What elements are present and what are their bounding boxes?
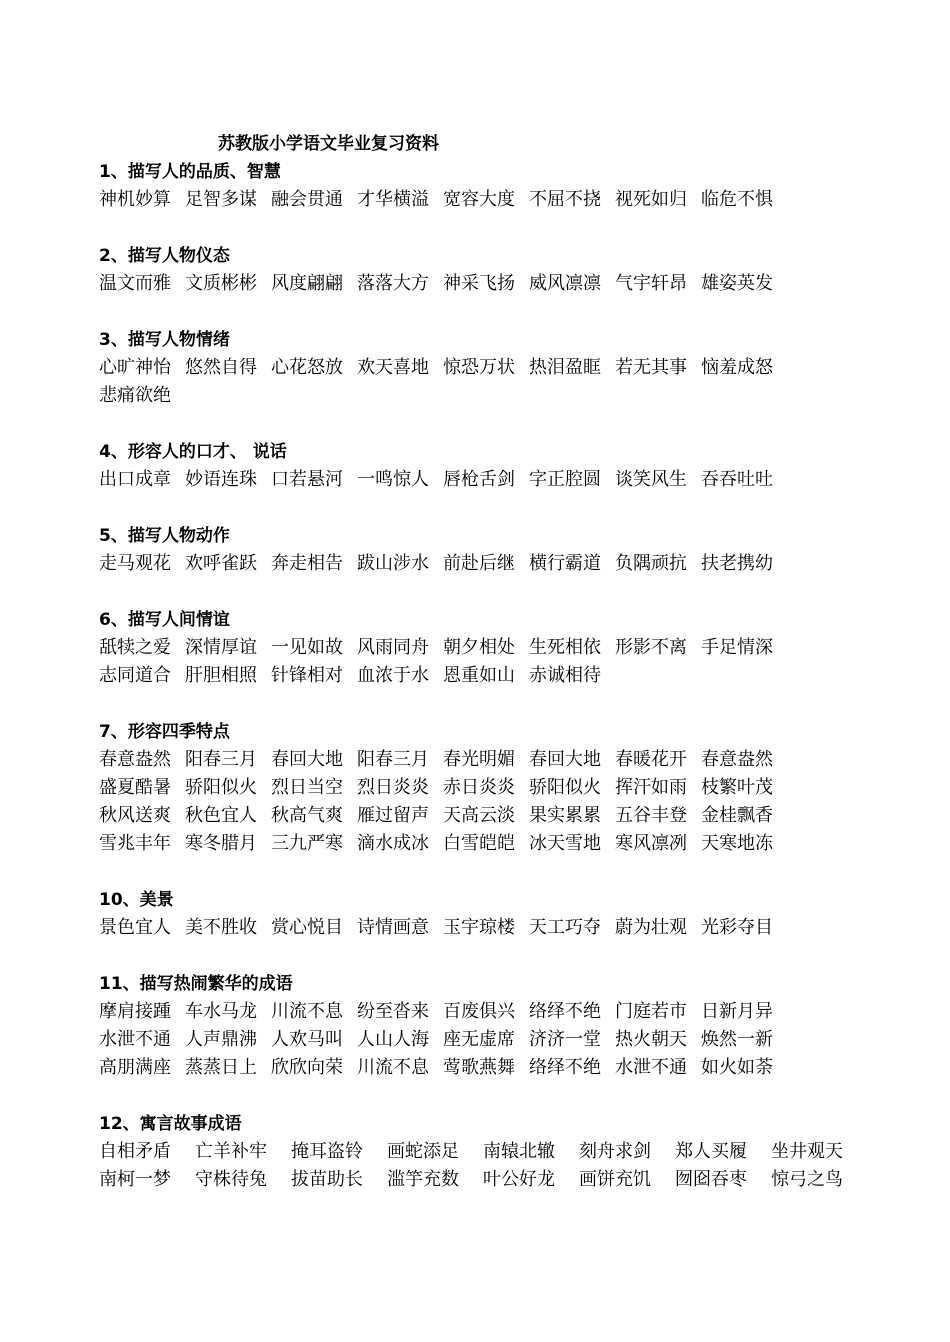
idiom-item: 负隅顽抗 (615, 553, 687, 574)
idiom-line (99, 270, 859, 298)
idiom-item: 赤诚相待 (529, 665, 601, 686)
idiom-line (99, 466, 859, 494)
section-heading: 6、描写人间情谊 (99, 610, 230, 630)
section (99, 1110, 859, 1194)
idiom-item: 春光明媚 (443, 749, 515, 770)
idiom-item: 跋山涉水 (357, 553, 429, 574)
idiom-item: 亡羊补牢 (195, 1141, 267, 1162)
section (99, 886, 859, 942)
idiom-item: 出口成章 (99, 469, 171, 490)
idiom-item: 济济一堂 (529, 1029, 601, 1050)
idiom-item: 前赴后继 (443, 553, 515, 574)
idiom-item: 川流不息 (271, 1001, 343, 1022)
idiom-item: 郑人买履 (675, 1141, 747, 1162)
idiom-item: 心旷神怡 (99, 357, 171, 378)
idiom-item: 景色宜人 (99, 917, 171, 938)
idiom-item: 春暖花开 (615, 749, 687, 770)
idiom-item: 蔚为壮观 (615, 917, 687, 938)
idiom-item: 南柯一梦 (99, 1169, 171, 1190)
idiom-item: 金桂飘香 (701, 805, 773, 826)
idiom-item: 叶公好龙 (483, 1169, 555, 1190)
idiom-item: 雁过留声 (357, 805, 429, 826)
idiom-item: 天工巧夺 (529, 917, 601, 938)
idiom-item: 诗情画意 (357, 917, 429, 938)
idiom-item: 囫囵吞枣 (675, 1169, 747, 1190)
idiom-item: 秋色宜人 (185, 805, 257, 826)
idiom-item: 悠然自得 (185, 357, 257, 378)
idiom-item: 五谷丰登 (615, 805, 687, 826)
idiom-item: 朝夕相处 (443, 637, 515, 658)
section (99, 242, 859, 298)
idiom-line (99, 1138, 859, 1166)
idiom-item: 日新月异 (701, 1001, 773, 1022)
idiom-line (99, 746, 859, 774)
section (99, 606, 859, 690)
idiom-item: 川流不息 (357, 1057, 429, 1078)
idiom-item: 烈日当空 (271, 777, 343, 798)
idiom-item: 不屈不挠 (529, 189, 601, 210)
idiom-item: 风雨同舟 (357, 637, 429, 658)
section (99, 970, 859, 1082)
idiom-item: 寒冬腊月 (185, 833, 257, 854)
idiom-item: 奔走相告 (271, 553, 343, 574)
idiom-item: 形影不离 (615, 637, 687, 658)
idiom-item: 滥竽充数 (387, 1169, 459, 1190)
idiom-item: 果实累累 (529, 805, 601, 826)
idiom-item: 骄阳似火 (185, 777, 257, 798)
idiom-item: 天高云淡 (443, 805, 515, 826)
idiom-item: 人山人海 (357, 1029, 429, 1050)
idiom-item: 融会贯通 (271, 189, 343, 210)
idiom-item: 寒风凛冽 (615, 833, 687, 854)
idiom-item: 挥汗如雨 (615, 777, 687, 798)
idiom-item: 恩重如山 (443, 665, 515, 686)
idiom-item: 一见如故 (271, 637, 343, 658)
idiom-line (99, 830, 859, 858)
idiom-item: 生死相依 (529, 637, 601, 658)
idiom-item: 才华横溢 (357, 189, 429, 210)
section-heading: 11、描写热闹繁华的成语 (99, 974, 293, 994)
idiom-item: 一鸣惊人 (357, 469, 429, 490)
idiom-item: 络绎不绝 (529, 1057, 601, 1078)
idiom-item: 人欢马叫 (271, 1029, 343, 1050)
idiom-item: 纷至沓来 (357, 1001, 429, 1022)
idiom-item: 温文而雅 (99, 273, 171, 294)
idiom-item: 烈日炎炎 (357, 777, 429, 798)
idiom-item: 人声鼎沸 (185, 1029, 257, 1050)
idiom-item: 百废俱兴 (443, 1001, 515, 1022)
idiom-item: 滴水成冰 (357, 833, 429, 854)
section-heading: 1、描写人的品质、智慧 (99, 162, 281, 182)
idiom-item: 欢天喜地 (357, 357, 429, 378)
section-heading: 2、描写人物仪态 (99, 246, 230, 266)
idiom-item: 画蛇添足 (387, 1141, 459, 1162)
idiom-item: 刻舟求剑 (579, 1141, 651, 1162)
idiom-item: 坐井观天 (771, 1141, 843, 1162)
idiom-item: 欢呼雀跃 (185, 553, 257, 574)
idiom-item: 三九严寒 (271, 833, 343, 854)
section-heading: 4、形容人的口才、 说话 (99, 442, 287, 462)
idiom-item: 水泄不通 (99, 1029, 171, 1050)
idiom-line (99, 802, 859, 830)
idiom-item: 恼羞成怒 (701, 357, 773, 378)
idiom-item: 蒸蒸日上 (185, 1057, 257, 1078)
idiom-item: 足智多谋 (185, 189, 257, 210)
idiom-item: 美不胜收 (185, 917, 257, 938)
idiom-item: 若无其事 (615, 357, 687, 378)
idiom-item: 欣欣向荣 (271, 1057, 343, 1078)
idiom-line (99, 382, 859, 410)
idiom-item: 手足情深 (701, 637, 773, 658)
idiom-item: 玉宇琼楼 (443, 917, 515, 938)
idiom-item: 守株待兔 (195, 1169, 267, 1190)
idiom-item: 自相矛盾 (99, 1141, 171, 1162)
idiom-item: 惊恐万状 (443, 357, 515, 378)
idiom-item: 南辕北辙 (483, 1141, 555, 1162)
idiom-item: 风度翩翩 (271, 273, 343, 294)
idiom-item: 座无虚席 (443, 1029, 515, 1050)
idiom-item: 悲痛欲绝 (99, 385, 171, 406)
idiom-line (99, 1166, 859, 1194)
idiom-item: 掩耳盗铃 (291, 1141, 363, 1162)
idiom-line (99, 1054, 859, 1082)
idiom-item: 深情厚谊 (185, 637, 257, 658)
idiom-item: 水泄不通 (615, 1057, 687, 1078)
section (99, 438, 859, 494)
idiom-line (99, 354, 859, 382)
idiom-item: 车水马龙 (185, 1001, 257, 1022)
idiom-item: 惊弓之鸟 (771, 1169, 843, 1190)
idiom-item: 宽容大度 (443, 189, 515, 210)
section (99, 718, 859, 858)
section (99, 158, 859, 214)
idiom-item: 针锋相对 (271, 665, 343, 686)
idiom-item: 热火朝天 (615, 1029, 687, 1050)
section-heading: 3、描写人物情绪 (99, 330, 230, 350)
idiom-item: 口若悬河 (271, 469, 343, 490)
idiom-item: 赤日炎炎 (443, 777, 515, 798)
idiom-item: 临危不惧 (701, 189, 773, 210)
idiom-item: 冰天雪地 (529, 833, 601, 854)
idiom-item: 阳春三月 (185, 749, 257, 770)
idiom-item: 拔苗助长 (291, 1169, 363, 1190)
idiom-item: 春意盎然 (99, 749, 171, 770)
idiom-item: 骄阳似火 (529, 777, 601, 798)
idiom-item: 春回大地 (271, 749, 343, 770)
idiom-item: 神机妙算 (99, 189, 171, 210)
idiom-line (99, 634, 859, 662)
idiom-item: 白雪皑皑 (443, 833, 515, 854)
idiom-item: 枝繁叶茂 (701, 777, 773, 798)
idiom-item: 舐犊之爱 (99, 637, 171, 658)
idiom-item: 赏心悦目 (271, 917, 343, 938)
idiom-item: 画饼充饥 (579, 1169, 651, 1190)
idiom-item: 门庭若市 (615, 1001, 687, 1022)
idiom-line (99, 1026, 859, 1054)
idiom-item: 心花怒放 (271, 357, 343, 378)
idiom-item: 盛夏酷暑 (99, 777, 171, 798)
section-heading: 12、寓言故事成语 (99, 1114, 242, 1134)
sections-container (99, 158, 859, 1194)
idiom-item: 雪兆丰年 (99, 833, 171, 854)
idiom-item: 志同道合 (99, 665, 171, 686)
idiom-item: 谈笑风生 (615, 469, 687, 490)
idiom-item: 阳春三月 (357, 749, 429, 770)
idiom-item: 天寒地冻 (701, 833, 773, 854)
idiom-item: 焕然一新 (701, 1029, 773, 1050)
idiom-line (99, 774, 859, 802)
idiom-item: 雄姿英发 (701, 273, 773, 294)
idiom-item: 秋风送爽 (99, 805, 171, 826)
idiom-item: 络绎不绝 (529, 1001, 601, 1022)
section-heading: 10、美景 (99, 890, 174, 910)
idiom-item: 唇枪舌剑 (443, 469, 515, 490)
idiom-line (99, 998, 859, 1026)
idiom-item: 热泪盈眶 (529, 357, 601, 378)
idiom-item: 春回大地 (529, 749, 601, 770)
idiom-item: 光彩夺目 (701, 917, 773, 938)
section (99, 522, 859, 578)
idiom-item: 扶老携幼 (701, 553, 773, 574)
idiom-item: 高朋满座 (99, 1057, 171, 1078)
section (99, 326, 859, 410)
idiom-item: 落落大方 (357, 273, 429, 294)
idiom-line (99, 662, 859, 690)
document-title: 苏教版小学语文毕业复习资料 (218, 134, 439, 154)
idiom-item: 威风凛凛 (529, 273, 601, 294)
idiom-item: 摩肩接踵 (99, 1001, 171, 1022)
idiom-item: 神采飞扬 (443, 273, 515, 294)
idiom-item: 肝胆相照 (185, 665, 257, 686)
idiom-item: 春意盎然 (701, 749, 773, 770)
idiom-item: 秋高气爽 (271, 805, 343, 826)
idiom-item: 横行霸道 (529, 553, 601, 574)
document-page (99, 130, 859, 1222)
idiom-item: 妙语连珠 (185, 469, 257, 490)
idiom-item: 莺歌燕舞 (443, 1057, 515, 1078)
idiom-line (99, 914, 859, 942)
idiom-item: 字正腔圆 (529, 469, 601, 490)
idiom-item: 走马观花 (99, 553, 171, 574)
idiom-line (99, 186, 859, 214)
idiom-item: 文质彬彬 (185, 273, 257, 294)
section-heading: 5、描写人物动作 (99, 526, 230, 546)
idiom-item: 视死如归 (615, 189, 687, 210)
section-heading: 7、形容四季特点 (99, 722, 230, 742)
idiom-item: 吞吞吐吐 (701, 469, 773, 490)
idiom-item: 如火如荼 (701, 1057, 773, 1078)
idiom-line (99, 550, 859, 578)
idiom-item: 气宇轩昂 (615, 273, 687, 294)
idiom-item: 血浓于水 (357, 665, 429, 686)
